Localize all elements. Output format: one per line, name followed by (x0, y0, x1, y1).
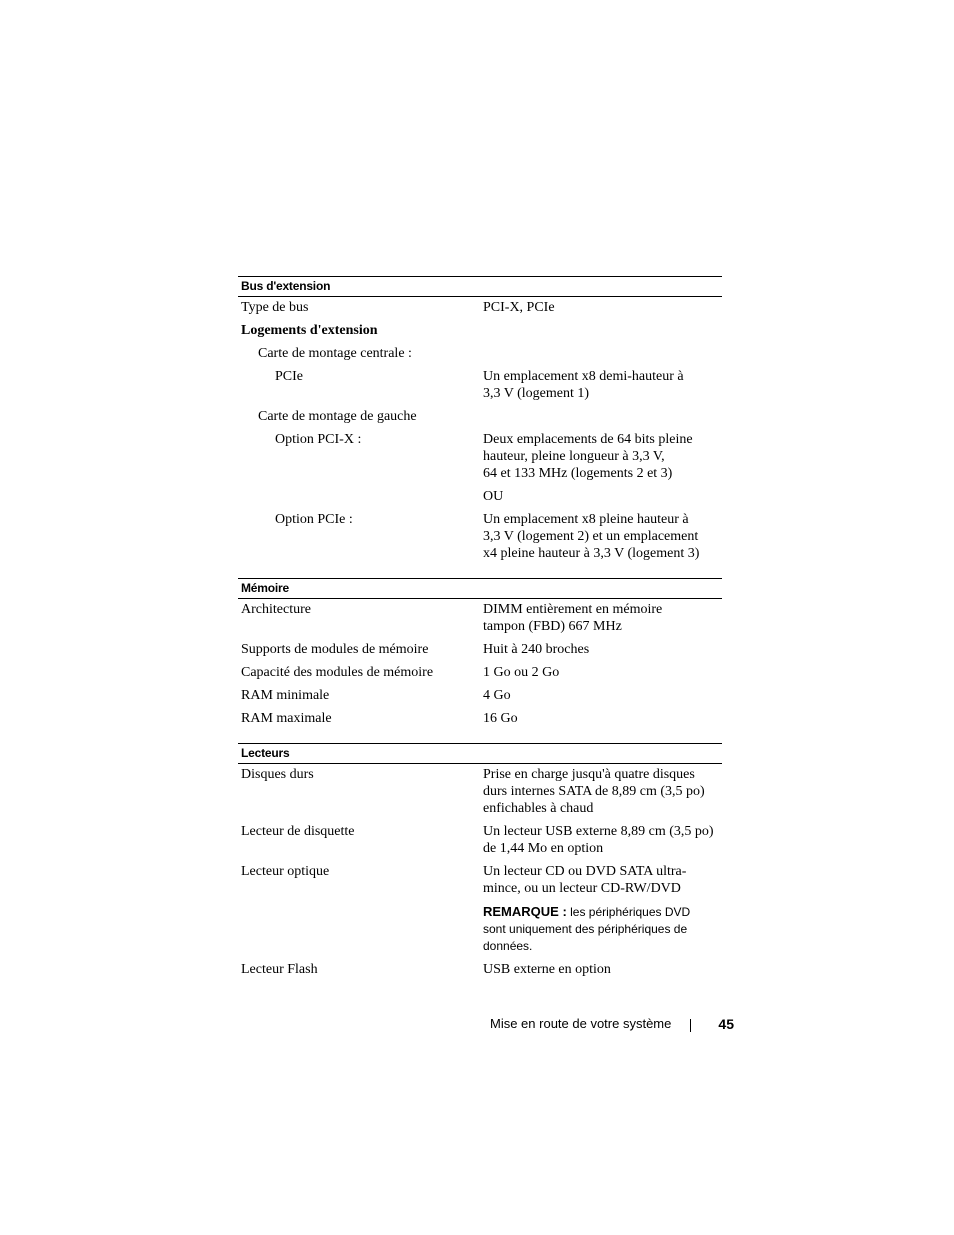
note-label: REMARQUE : (483, 904, 567, 919)
spec-label: Capacité des modules de mémoire (241, 665, 434, 680)
spec-value: Huit à 240 broches (483, 642, 590, 657)
spec-row (238, 687, 722, 704)
spec-label: Carte de montage centrale : (258, 346, 412, 361)
spec-label: Carte de montage de gauche (258, 409, 417, 424)
spec-label: Lecteur optique (241, 864, 330, 879)
note-text: les périphériques DVD sont uniquement des périphériques de données. (483, 905, 691, 953)
spec-label: Disques durs (241, 767, 314, 782)
spec-subheading: Logements d'extension (241, 323, 378, 338)
spec-value (480, 345, 722, 362)
spec-value: Un lecteur USB externe 8,89 cm (3,5 po) de 1,44 Mo en option (483, 824, 714, 856)
spec-value: Deux emplacements de 64 bits pleine hauteur, pleine longueur à 3,3 V, 64 et 133 MHz (logements 2 et 3) (483, 432, 693, 481)
spec-value (480, 322, 722, 339)
spec-value: 16 Go (483, 711, 518, 726)
spec-value: Prise en charge jusqu'à quatre disques durs internes SATA de 8,89 cm (3,5 po) enfichables à chaud (483, 767, 705, 816)
spec-value: 4 Go (483, 688, 511, 703)
spec-row (238, 408, 722, 425)
spec-label (238, 488, 480, 505)
spec-value: Un lecteur CD ou DVD SATA ultra- mince, ou un lecteur CD-RW/DVD (483, 864, 687, 896)
section-memory (238, 578, 722, 727)
spec-table (238, 276, 722, 978)
spec-row (238, 863, 722, 897)
spec-value: PCI-X, PCIe (483, 300, 555, 315)
spec-label: Type de bus (241, 300, 309, 315)
spec-label: RAM minimale (241, 688, 330, 703)
section-heading: Bus d'extension (238, 276, 722, 297)
note (480, 903, 722, 955)
spec-label: Lecteur Flash (241, 962, 318, 977)
spec-row (238, 961, 722, 978)
spec-value: Un emplacement x8 pleine hauteur à 3,3 V (logement 2) et un emplacement x4 pleine hauteur à 3,3 V (logement 3) (483, 512, 700, 561)
section-heading: Lecteurs (238, 743, 722, 764)
section-expansion-bus (238, 276, 722, 562)
spec-label: Architecture (241, 602, 311, 617)
spec-row (238, 710, 722, 727)
spec-value (480, 408, 722, 425)
spec-value: OU (483, 489, 504, 504)
spec-label (238, 903, 480, 955)
spec-label: RAM maximale (241, 711, 332, 726)
footer-title: Mise en route de votre système (490, 1016, 672, 1031)
footer-separator (690, 1019, 691, 1032)
spec-label: Supports de modules de mémoire (241, 642, 429, 657)
spec-value: USB externe en option (483, 962, 611, 977)
spec-row (238, 511, 722, 562)
spec-value: DIMM entièrement en mémoire tampon (FBD) 667 MHz (483, 602, 663, 634)
spec-value: 1 Go ou 2 Go (483, 665, 560, 680)
spec-label: Option PCIe : (275, 512, 353, 527)
spec-row (238, 368, 722, 402)
spec-row-note (238, 903, 722, 955)
spec-row (238, 299, 722, 316)
spec-row (238, 431, 722, 482)
page-footer (490, 1015, 736, 1035)
spec-label: PCIe (275, 369, 303, 384)
spec-row (238, 641, 722, 658)
spec-row (238, 823, 722, 857)
spec-row (238, 488, 722, 505)
spec-row (238, 766, 722, 817)
page-number: 45 (718, 1016, 734, 1032)
spec-label: Option PCI-X : (275, 432, 362, 447)
spec-row (238, 664, 722, 681)
spec-label: Lecteur de disquette (241, 824, 355, 839)
spec-value: Un emplacement x8 demi-hauteur à 3,3 V (logement 1) (483, 369, 684, 401)
spec-row (238, 322, 722, 339)
spec-row (238, 601, 722, 635)
spec-row (238, 345, 722, 362)
section-drives (238, 743, 722, 978)
section-heading: Mémoire (238, 578, 722, 599)
